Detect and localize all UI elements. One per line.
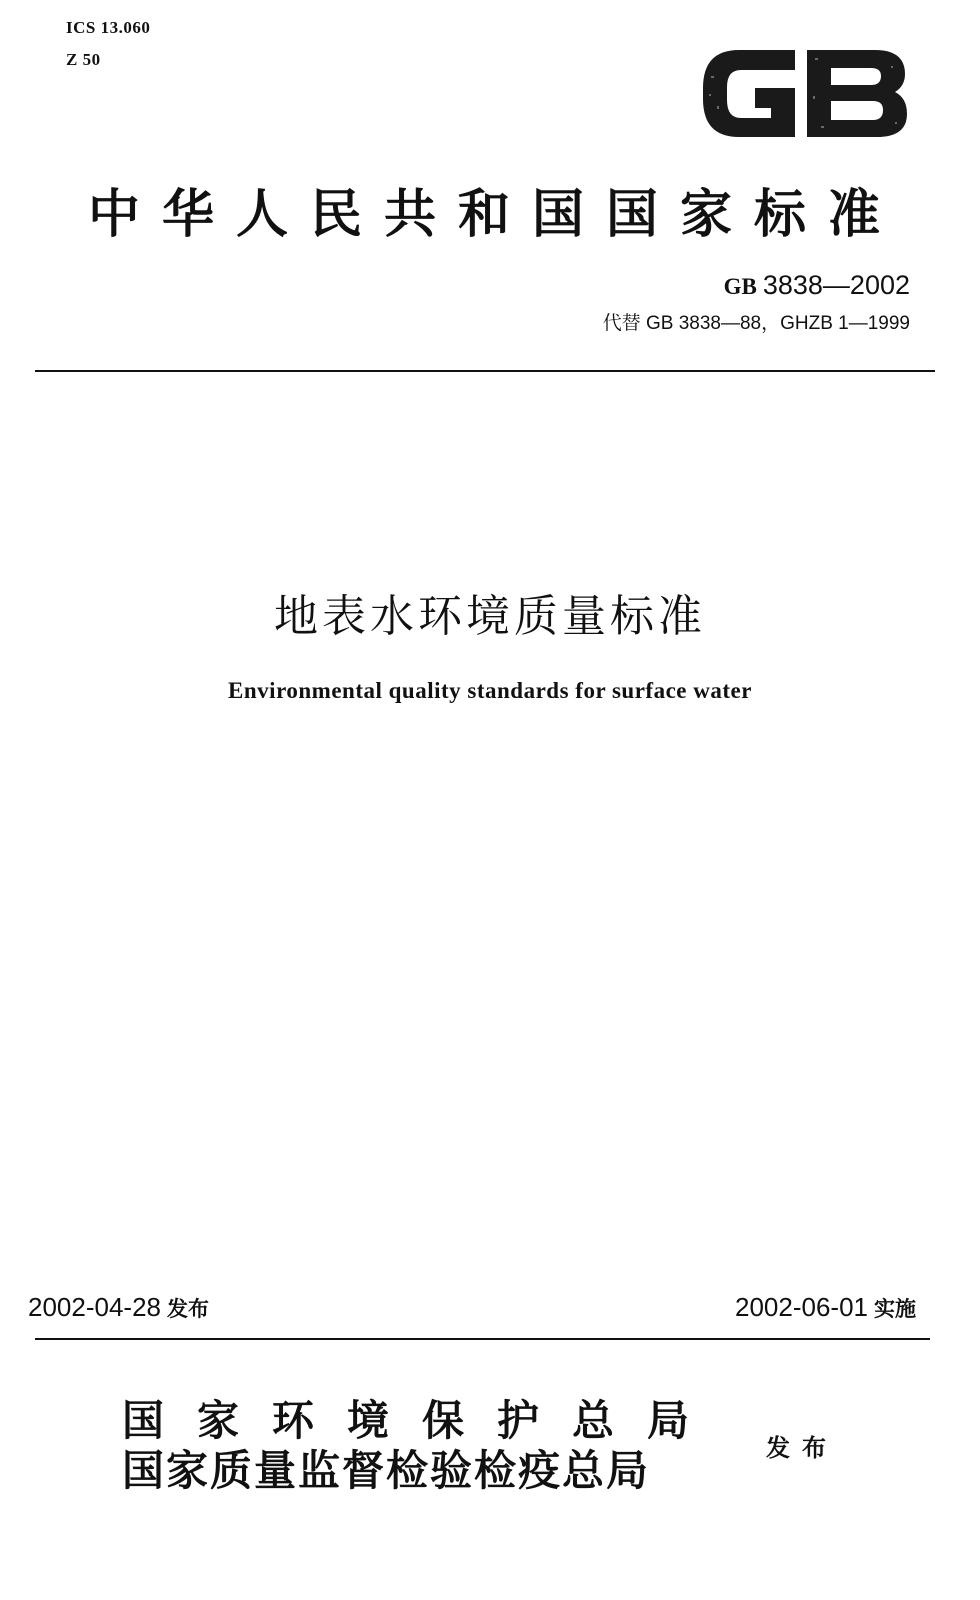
release-date	[28, 1292, 209, 1323]
replaces-note: 代替 GB 3838—88，GHZB 1—1999	[602, 313, 910, 334]
standard-prefix: GB	[723, 274, 757, 299]
implementation-date-value: 2002-06-01	[735, 1292, 868, 1322]
gb-logo-text: GB	[695, 36, 697, 37]
release-label: 发布	[167, 1296, 209, 1321]
issuer-quality-bureau: 国家质量监督检验检疫总局	[122, 1446, 651, 1495]
national-standard-heading: 中华人民共和国国家标准	[87, 184, 902, 245]
ccs-code: Z 50	[66, 50, 101, 69]
issuer-environment-bureau: 国家环境保护总局	[122, 1396, 723, 1445]
standard-code: 3838—2002	[762, 270, 910, 300]
gb-logo	[695, 36, 913, 151]
document-title-english: Environmental quality standards for surface water	[228, 678, 752, 703]
standard-number	[724, 270, 910, 301]
top-divider	[35, 370, 935, 372]
implementation-label: 实施	[874, 1296, 916, 1321]
document-title-chinese: 地表水环境质量标准	[274, 591, 706, 642]
release-date-value: 2002-04-28	[28, 1292, 161, 1322]
bottom-divider	[35, 1338, 930, 1340]
issued-by-label: 发布	[766, 1433, 838, 1462]
ics-code: ICS 13.060	[66, 18, 151, 37]
implementation-date	[735, 1292, 916, 1323]
